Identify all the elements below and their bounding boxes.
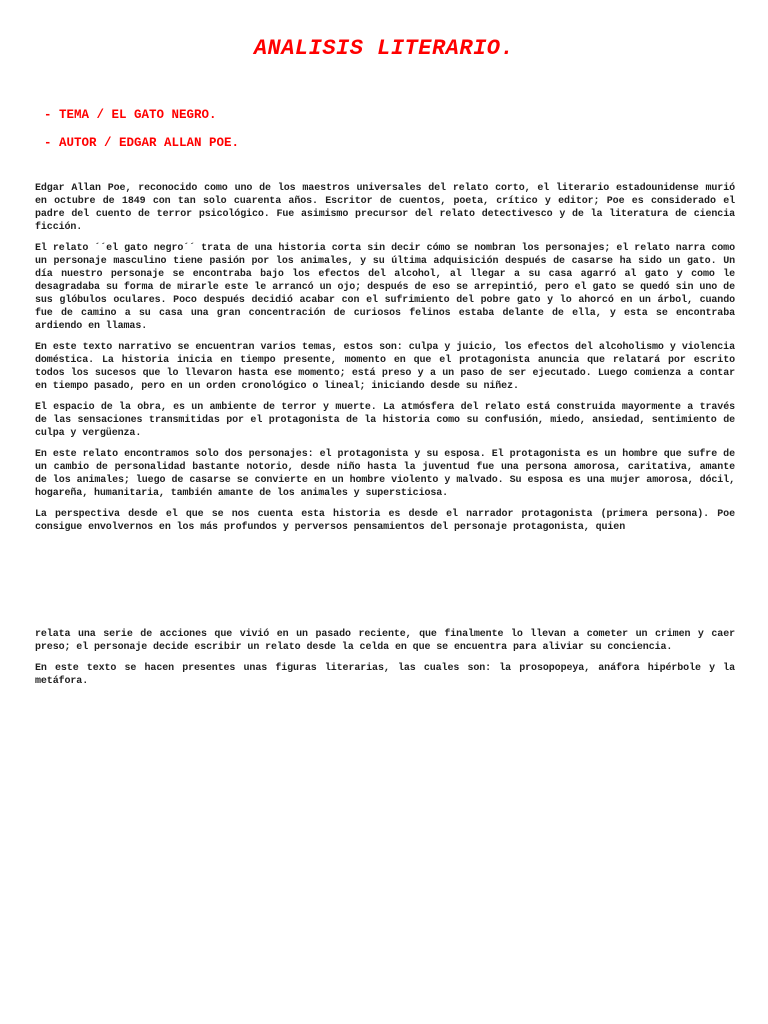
autor-line: - AUTOR / EDGAR ALLAN POE. — [44, 136, 240, 150]
body-text-part2 — [35, 628, 735, 695]
paragraph-themes: En este texto narrativo se encuentran varios temas, estos son: culpa y juicio, los efectos del alcoholismo y violencia doméstica. La historia inicia en tiempo presente, momento en que el protagonista anuncia que relatará por escrito todos los sucesos que lo llevaron hasta ese momento; está preso y a un paso de ser ejecutado. Luego comienza a contar en tiempo pasado, pero en un orden cronológico o lineal; iniciando desde su niñez. — [35, 342, 735, 393]
paragraph-setting: El espacio de la obra, es un ambiente de terror y muerte. La atmósfera del relato está construida mayormente a través de las sensaciones transmitidas por el protagonista de la historia como su confusión, miedo, ansiedad, sentimiento de culpa y vergüenza. — [35, 401, 735, 440]
document-title: ANALISIS LITERARIO. — [253, 36, 515, 61]
paragraph-literary-figures: En este texto se hacen presentes unas figuras literarias, las cuales son: la prosopopeya, anáfora hipérbole y la metáfora. — [35, 662, 735, 687]
body-text-part1 — [35, 182, 735, 541]
paragraph-perspective: La perspectiva desde el que se nos cuenta esta historia es desde el narrador protagonista (primera persona). Poe consigue envolvernos en los más profundos y perversos pensamientos del personaje protagonista, quien — [35, 508, 735, 533]
paragraph-characters: En este relato encontramos solo dos personajes: el protagonista y su esposa. El protagonista es un hombre que sufre de un cambio de personalidad bastante notorio, desde niño hasta la juventud fue una persona amorosa, caritativa, amante de los animales; luego de casarse se convierte en un hombre violento y malvado. Su esposa es una mujer amorosa, dócil, hogareña, humanitaria, también amante de los animales y supersticiosa. — [35, 448, 735, 499]
paragraph-intro: Edgar Allan Poe, reconocido como uno de los maestros universales del relato corto, el literario estadounidense murió en octubre de 1849 con tan solo cuarenta años. Escritor de cuentos, poeta, crítico y editor; Poe es considerado el padre del cuento de terror psicológico. Fue asimismo precursor del relato detectivesco y de la literatura de ciencia ficción. — [35, 183, 735, 234]
paragraph-summary: El relato ´´el gato negro´´ trata de una historia corta sin decir cómo se nombran los personajes; el relato narra como un personaje masculino tiene pasión por los animales, y su última adquisición después de casarse ha sido un gato. Un día nuestro personaje se encontraba bajo los efectos del alcohol, al llegar a su casa agarró al gato y como le desagradaba su forma de mirarle este le arrancó un ojo; después de eso se arrepintió, pero el gato se quedó sin uno de sus glóbulos oculares. Poco después decidió acabar con el sufrimiento del pobre gato y lo ahorcó en un árbol, cuando fue de camino a su casa una gran concentración de curiosos felinos estaba delante de ella, y esta se encontraba ardiendo en llamas. — [35, 242, 735, 333]
paragraph-perspective-continued: relata una serie de acciones que vivió en un pasado reciente, que finalmente lo llevan a cometer un crimen y caer preso; el personaje decide escribir un relato desde la celda en que se encuentra para aliviar su conciencia. — [35, 629, 735, 654]
tema-line: - TEMA / EL GATO NEGRO. — [44, 108, 217, 122]
